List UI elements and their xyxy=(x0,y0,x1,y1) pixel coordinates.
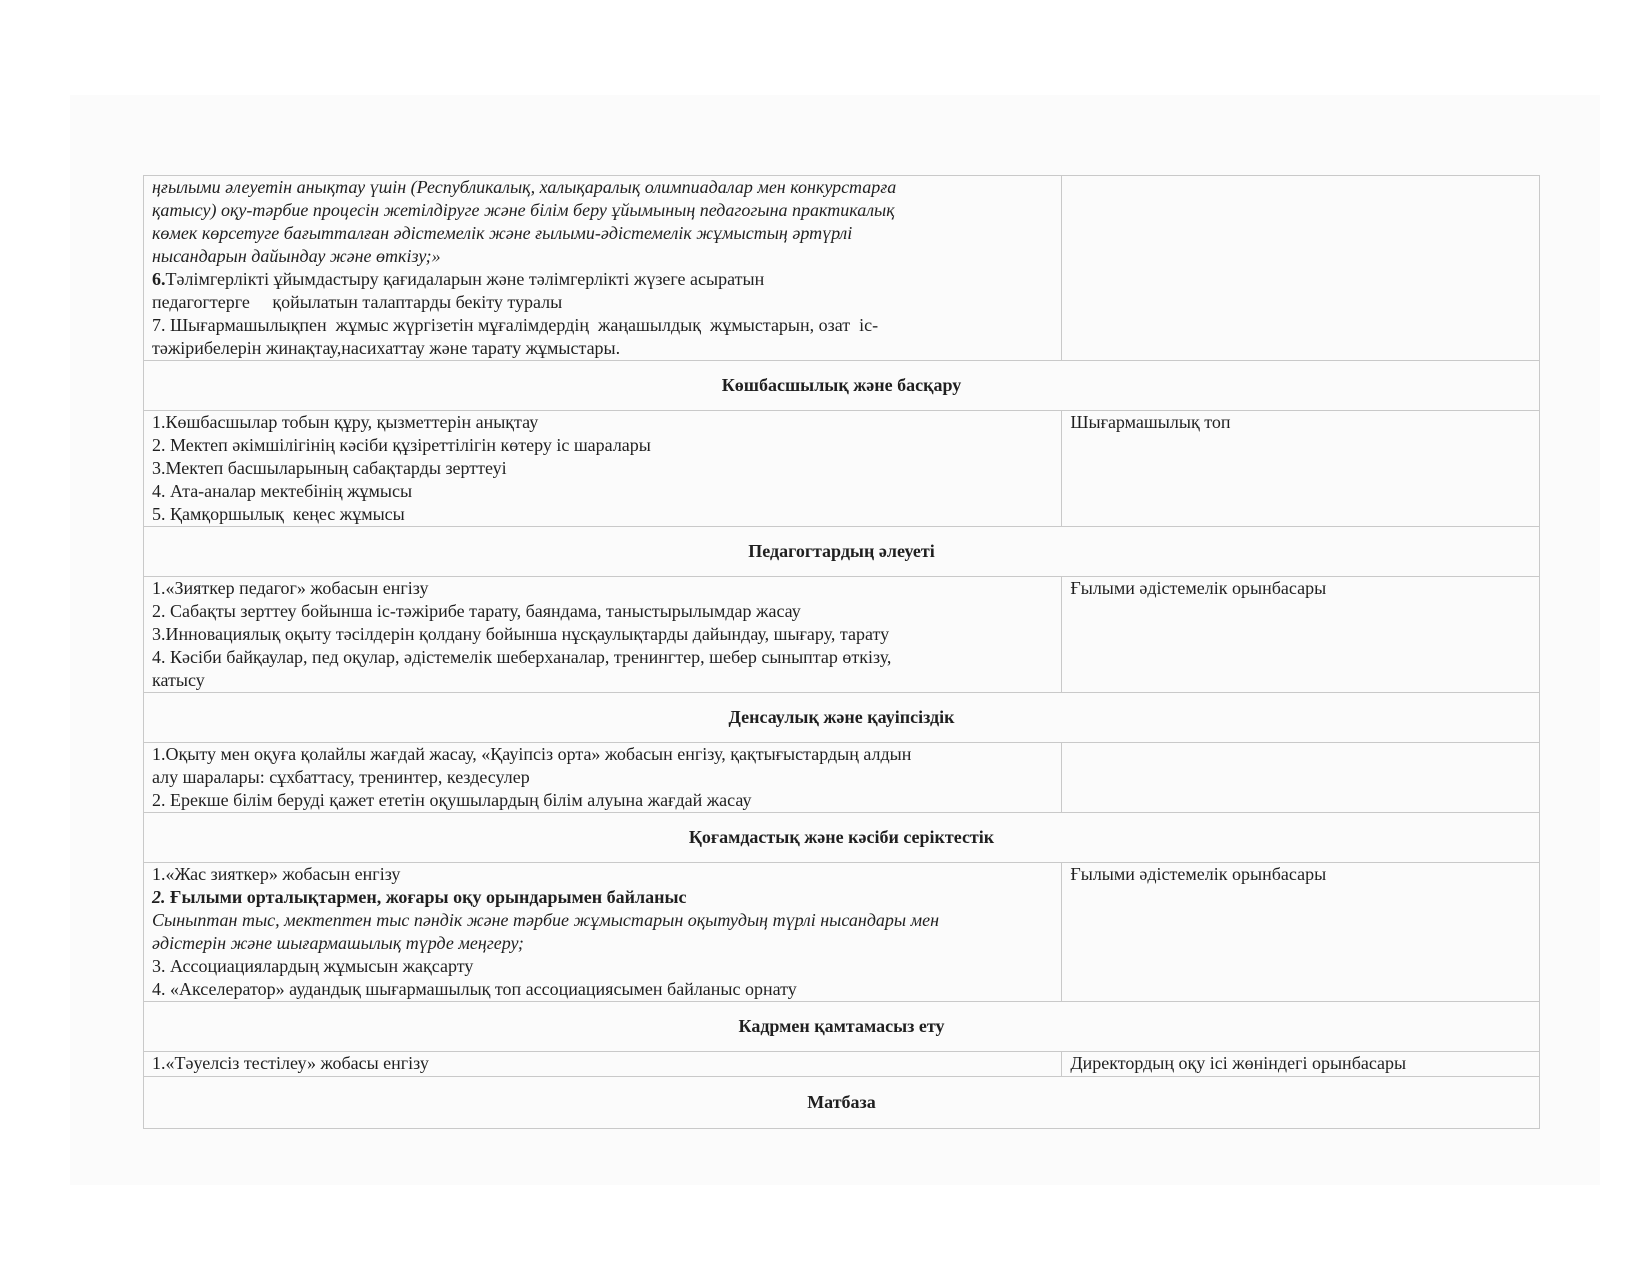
italic-line: ңғылыми әлеуетін анықтау үшін (Республикалық, халықаралық олимпиадалар мен конкурстарға xyxy=(152,177,897,197)
list-item: 3.Инновациялық оқыту тәсілдерін қолдану бойынша нұсқаулықтарды дайындау, шығару, тарату xyxy=(152,624,890,644)
section-title-community: Қоғамдастық және кәсіби серіктестік xyxy=(144,813,1540,863)
potential-items-cell xyxy=(144,577,1062,693)
italic-line: Сыныптан тыс, мектептен тыс пәндік және тәрбие жұмыстарын оқытудың түрлі нысандары мен xyxy=(152,910,940,930)
list-item: 2. Ерекше білім беруді қажет ететін оқушылардың білім алуына жағдай жасау xyxy=(152,790,752,810)
item-7-line2: тәжірибелерін жинақтау,насихаттау және тарату жұмыстары. xyxy=(152,338,621,358)
work-plan-table xyxy=(143,175,1540,1129)
list-item: 2. Сабақты зерттеу бойынша іс-тәжірибе тарату, баяндама, таныстырылымдар жасау xyxy=(152,601,801,621)
list-item: 1.Оқыту мен оқуға қолайлы жағдай жасау, «Қауіпсіз орта» жобасын енгізу, қақтығыстардың алдын xyxy=(152,744,912,764)
table-row xyxy=(144,176,1540,361)
item-6-text: Тәлімгерлікті ұйымдастыру қағидаларын және тәлімгерлікті жүзеге асыратын xyxy=(165,269,765,289)
list-item: 5. Қамқоршылық кеңес жұмысы xyxy=(152,504,405,524)
leadership-items-cell xyxy=(144,411,1062,527)
section-header-row xyxy=(144,813,1540,863)
community-items-cell xyxy=(144,863,1062,1002)
section-header-row xyxy=(144,361,1540,411)
row1-left-cell xyxy=(144,176,1062,361)
table-row xyxy=(144,1052,1540,1077)
list-item: 1.«Зияткер педагог» жобасын енгізу xyxy=(152,578,429,598)
section-title-leadership: Көшбасшылық және басқару xyxy=(144,361,1540,411)
list-item: 3. Ассоциациялардың жұмысын жақсарту xyxy=(152,956,474,976)
section-header-row xyxy=(144,527,1540,577)
italic-line: нысандарын дайындау және өткізу;» xyxy=(152,246,441,266)
list-item: 4. Ата-аналар мектебінің жұмысы xyxy=(152,481,413,501)
item-6-number: 6. xyxy=(152,269,166,289)
health-items-cell xyxy=(144,743,1062,813)
table-row xyxy=(144,743,1540,813)
list-item: алу шаралары: сұхбаттасу, тренинтер, кездесулер xyxy=(152,767,530,787)
section-header-row xyxy=(144,1077,1540,1129)
table-row xyxy=(144,411,1540,527)
list-item: 4. «Акселератор» аудандық шығармашылық топ ассоциациясымен байланыс орнату xyxy=(152,979,797,999)
list-item: 1.«Тәуелсіз тестілеу» жобасы енгізу xyxy=(152,1053,429,1073)
italic-line: көмек көрсетуге бағытталған әдістемелік және ғылыми-әдістемелік жұмыстың әртүрлі xyxy=(152,223,853,243)
table-row xyxy=(144,863,1540,1002)
item-number: 2. xyxy=(152,887,166,907)
item-7-line1: 7. Шығармашылықпен жұмыс жүргізетін мұғалімдердің жаңашылдық жұмыстарын, озат іс- xyxy=(152,315,879,335)
list-item: 2. Мектеп әкімшілігінің кәсіби құзіреттілігін көтеру іс шаралары xyxy=(152,435,651,455)
potential-responsible-cell: Ғылыми әдістемелік орынбасары xyxy=(1062,577,1540,693)
leadership-responsible-cell: Шығармашылық топ xyxy=(1062,411,1540,527)
list-item: 4. Кәсіби байқаулар, пед оқулар, әдістемелік шеберханалар, тренингтер, шебер сыныптар өткізу, xyxy=(152,647,892,667)
staffing-responsible-cell: Директордың оқу ісі жөніндегі орынбасары xyxy=(1062,1052,1540,1077)
section-title-health: Денсаулық және қауіпсіздік xyxy=(144,693,1540,743)
list-item: катысу xyxy=(152,670,205,690)
section-header-row xyxy=(144,693,1540,743)
list-item: 1.«Жас зияткер» жобасын енгізу xyxy=(152,864,401,884)
list-item: 3.Мектеп басшыларының сабақтарды зерттеуі xyxy=(152,458,507,478)
italic-line: әдістерін және шығармашылық түрде меңгеру; xyxy=(152,933,524,953)
table-row xyxy=(144,577,1540,693)
section-title-press: Матбаза xyxy=(144,1077,1540,1129)
community-responsible-cell: Ғылыми әдістемелік орынбасары xyxy=(1062,863,1540,1002)
italic-line: қатысу) оқу-тәрбие процесін жетілдіруге және білім беру ұйымының педагогына практикалық xyxy=(152,200,895,220)
health-responsible-cell xyxy=(1062,743,1540,813)
item-6-continuation: педагогтерге қойылатын талаптарды бекіту туралы xyxy=(152,292,563,312)
section-header-row xyxy=(144,1002,1540,1052)
list-item xyxy=(152,886,1053,909)
section-title-potential: Педагогтардың әлеуеті xyxy=(144,527,1540,577)
section-title-staffing: Кадрмен қамтамасыз ету xyxy=(144,1002,1540,1052)
item-text: Ғылыми орталықтармен, жоғары оқу орындарымен байланыс xyxy=(165,887,687,907)
row1-right-cell xyxy=(1062,176,1540,361)
list-item: 1.Көшбасшылар тобын құру, қызметтерін анықтау xyxy=(152,412,539,432)
staffing-items-cell xyxy=(144,1052,1062,1077)
item-6 xyxy=(152,268,1053,291)
